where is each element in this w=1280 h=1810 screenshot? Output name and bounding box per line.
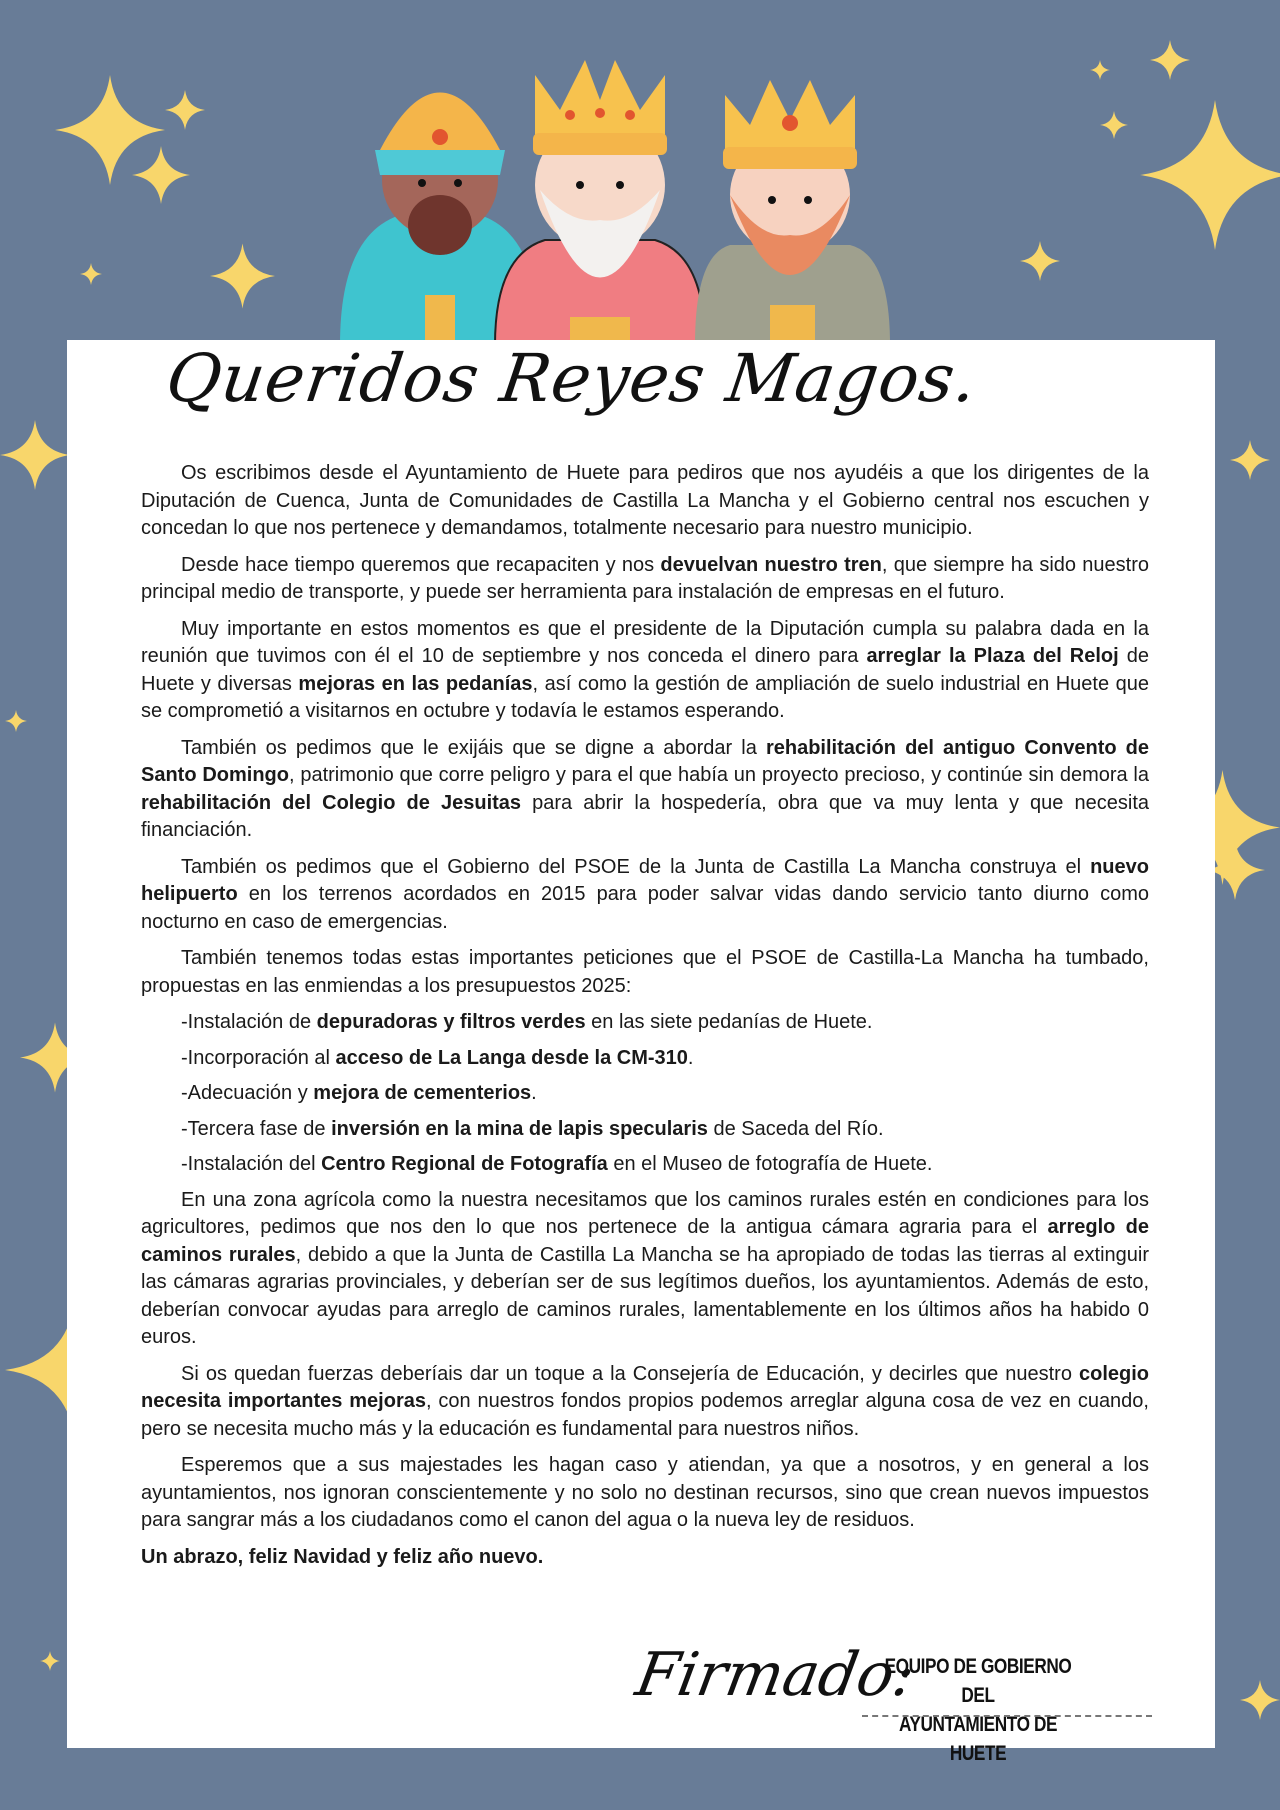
paragraph: También tenemos todas estas importantes peticiones que el PSOE de Castilla-La Mancha ha tumbado, propuestas en las enmiendas a los presupuestos 2025: — [141, 947, 1149, 997]
star-icon — [0, 420, 70, 490]
signatory-line-2: AYUNTAMIENTO DE HUETE — [898, 1713, 1058, 1765]
star-icon — [165, 90, 205, 130]
three-wise-men-illustration — [330, 55, 970, 345]
signatory-line-1: EQUIPO DE GOBIERNO DEL — [884, 1655, 1072, 1707]
closing-line: Un abrazo, feliz Navidad y feliz año nuevo. — [141, 1545, 544, 1568]
signatory — [883, 1652, 1073, 1768]
list-item: -Instalación del Centro Regional de Fotografía en el Museo de fotografía de Huete. — [181, 1153, 933, 1175]
letter-panel — [67, 340, 1215, 1765]
star-icon — [1020, 240, 1060, 282]
list-item: -Incorporación al acceso de La Langa desde la CM-310. — [181, 1046, 694, 1069]
paragraph: Muy importante en estos momentos es que el presidente de la Diputación cumpla su palabra dada en la reunión que tuvimos con él el 10 de septiembre y nos conceda el dinero para arreglar la Plaza del Reloj de Huete y diversas mejoras en las pedanías, así como la gestión de ampliación de suelo industrial en Huete que se comprometió a visitarnos en octubre y todavía le estamos esperando. — [141, 617, 1149, 722]
star-icon — [1140, 100, 1280, 250]
star-icon — [1100, 110, 1128, 140]
star-icon — [80, 262, 102, 286]
paragraph: En una zona agrícola como la nuestra necesitamos que los caminos rurales estén en condiciones para los agricultores, pedimos que nos den lo que nos pertenece de la antigua cámara agraria para el arreglo de caminos rurales, debido a que la Junta de Castilla La Mancha se ha apropiado de todas las tierras al extinguir las cámaras agrarias provinciales, y deberían ser de sus legítimos dueños, los ayuntamientos. Además de esto, deberían convocar ayudas para arreglo de caminos rurales, lamentablemente en los últimos años ha habido 0 euros. — [141, 1188, 1149, 1348]
star-icon — [1150, 40, 1190, 80]
star-icon — [210, 240, 275, 312]
paragraph: Si os quedan fuerzas deberíais dar un toque a la Consejería de Educación, y decirles que nuestro colegio necesita importantes mejoras, con nuestros fondos propios podemos arreglar alguna cosa de vez en cuando, pero se necesita mucho más y la educación es fundamental para nuestros niños. — [141, 1362, 1149, 1440]
star-icon — [5, 710, 27, 732]
list-item: -Adecuación y mejora de cementerios. — [181, 1082, 537, 1104]
paragraph: Esperemos que a sus majestades les hagan caso y atiendan, ya que a nosotros, y en general a los ayuntamientos, nos ignoran conscientemente y no solo no destinan recursos, sino que crean nuevos impuestos para sangrar más a los ciudadanos como el canon del agua o la nueva ley de residuos. — [141, 1454, 1149, 1531]
paragraph: También os pedimos que el Gobierno del PSOE de la Junta de Castilla La Mancha construya el nuevo helipuerto en los terrenos acordados en 2015 para poder salvar vidas dando servicio tanto diurno como nocturno en caso de emergencias. — [141, 855, 1149, 933]
signature-label: Firmado: — [630, 1640, 921, 1710]
paragraph: Desde hace tiempo queremos que recapaciten y nos devuelvan nuestro tren, que siempre ha sido nuestro principal medio de transporte, y puede ser herramienta para instalación de empresas en el futuro. — [141, 553, 1149, 603]
paragraph: Os escribimos desde el Ayuntamiento de Huete para pediros que nos ayudéis a que los dirigentes de la Diputación de Cuenca, Junta de Comunidades de Castilla La Mancha y el Gobierno central nos escuchen y concedan lo que nos pertenece y demandamos, totalmente necesario para nuestro municipio. — [141, 462, 1149, 539]
star-icon — [1240, 1680, 1280, 1720]
star-icon — [132, 145, 190, 205]
star-icon — [1090, 60, 1110, 80]
letter-body — [141, 460, 1149, 1580]
paragraph: También os pedimos que le exijáis que se digne a abordar la rehabilitación del antiguo Convento de Santo Domingo, patrimonio que corre peligro y para el que había un proyecto precioso, y continúe sin demora la rehabilitación del Colegio de Jesuitas para abrir la hospedería, obra que va muy lenta y que necesita financiación. — [141, 736, 1149, 841]
signature-line — [862, 1715, 1152, 1717]
star-icon — [1230, 440, 1270, 480]
letter-title: Queridos Reyes Magos. — [161, 340, 983, 417]
list-item: -Tercera fase de inversión en la mina de lapis specularis de Saceda del Río. — [181, 1117, 884, 1140]
star-icon — [40, 1650, 60, 1672]
list-item: -Instalación de depuradoras y filtros verdes en las siete pedanías de Huete. — [181, 1011, 873, 1033]
